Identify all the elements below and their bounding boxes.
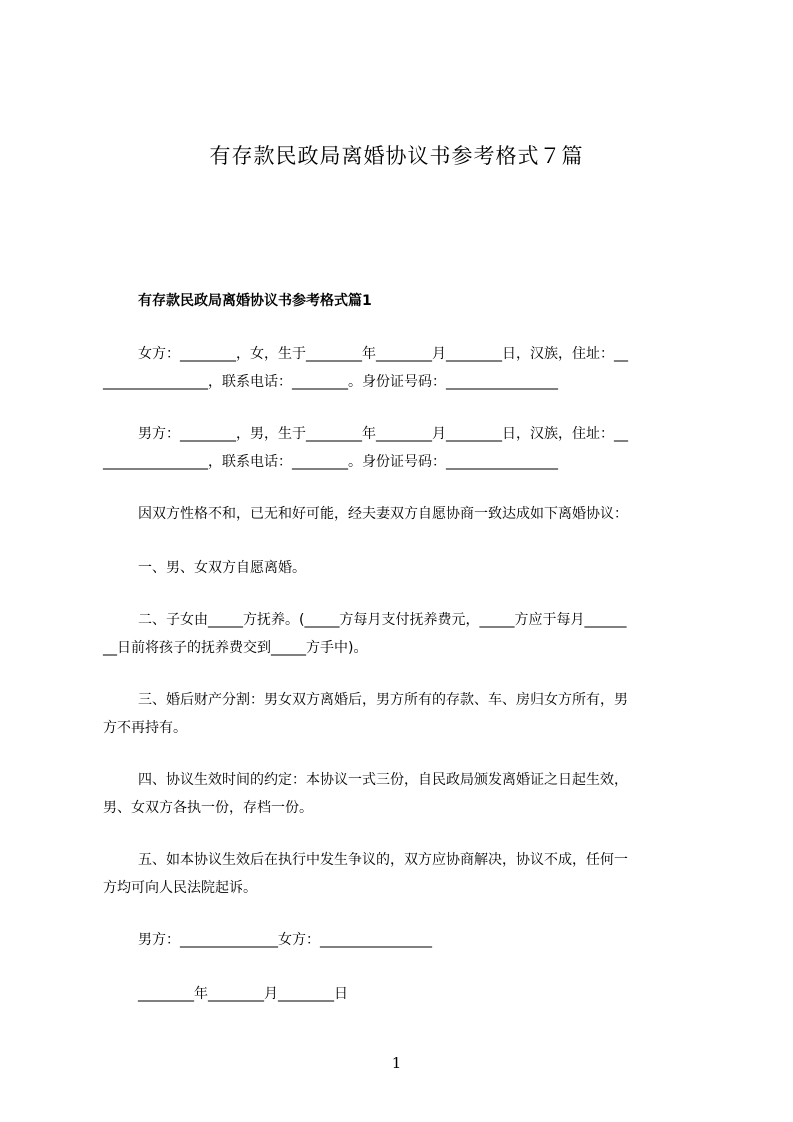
clause-5-line-1: 五、如本协议生效后在执行中发生争议的，双方应协商解决，协议不成，任何一 [138,852,628,868]
clause-1-line: 一、男、女双方自愿离婚。 [138,560,306,576]
document-title: 有存款民政局离婚协议书参考格式７篇 [209,144,584,168]
clause-4-line-1: 四、协议生效时间的约定：本协议一式三份，自民政局颁发离婚证之日起生效， [138,772,628,788]
clause-5 [103,846,703,902]
page-number: 1 [391,1054,402,1072]
clause-4-line-2: 男、女双方各执一份，存档一份。 [103,800,313,816]
date-line-text: ________年________月________日 [138,986,348,1002]
wife-info-line-1: 女方：________，女，生于________年________月________日，汉族，住址：__ [138,346,628,362]
signature-line-text: 男方：______________女方：________________ [138,932,432,948]
date-line [103,980,703,1008]
intro-paragraph [103,500,703,528]
clause-5-line-2: 方均可向人民法院起诉。 [103,880,257,896]
wife-info-paragraph [103,340,703,396]
husband-info-paragraph [103,420,703,476]
husband-info-line-1: 男方：________，男，生于________年________月________日，汉族，住址：__ [138,426,628,442]
clause-2-line-1: 二、子女由_____方抚养。(_____方每月支付抚养费元，_____方应于每月______ [138,612,627,628]
clause-3 [103,686,703,742]
clause-3-line-2: 方不再持有。 [103,720,187,736]
wife-info-line-2: _______________，联系电话：________。身份证号码：________________ [103,374,558,390]
husband-info-line-2: _______________，联系电话：________。身份证号码：________________ [103,454,558,470]
clause-2 [103,606,703,662]
clause-2-line-2: __日前将孩子的抚养费交到_____方手中)。 [103,640,368,656]
signature-line [103,926,703,954]
clause-1 [103,554,703,582]
section-heading: 有存款民政局离婚协议书参考格式篇1 [138,293,372,309]
clause-3-line-1: 三、婚后财产分割：男女双方离婚后，男方所有的存款、车、房归女方所有，男 [138,692,628,708]
intro-line: 因双方性格不和，已无和好可能，经夫妻双方自愿协商一致达成如下离婚协议： [138,506,628,522]
clause-4 [103,766,703,822]
